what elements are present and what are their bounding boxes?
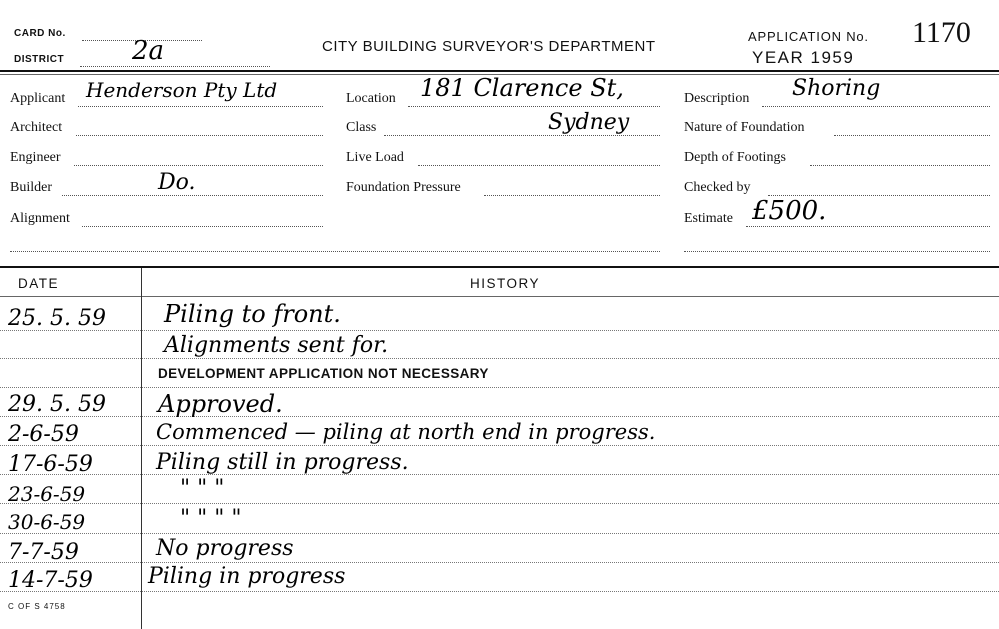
builder-label: Builder: [10, 180, 52, 195]
foundation-pressure-line: [484, 195, 660, 196]
entry-date: 7-7-59: [8, 540, 79, 565]
entry-date: 29. 5. 59: [8, 392, 106, 417]
location-line: [408, 106, 660, 107]
entry-text: Alignments sent for.: [164, 333, 389, 358]
entry-date: 17-6-59: [8, 452, 93, 477]
class-value: Sydney: [548, 110, 630, 135]
entry-text: Piling in progress: [148, 564, 346, 589]
entry-text: Piling to front.: [164, 300, 341, 328]
nature-of-foundation-label: Nature of Foundation: [684, 120, 805, 135]
class-line: [384, 135, 660, 136]
location-value: 181 Clarence St,: [420, 74, 624, 102]
history-line-2: [0, 358, 999, 359]
history-line-7: [0, 503, 999, 504]
entry-text: Piling still in progress.: [156, 450, 409, 475]
estimate-value: £500.: [752, 196, 827, 226]
entry-date: 2-6-59: [8, 422, 79, 447]
application-no-value: 1170: [912, 16, 971, 49]
alignment-label: Alignment: [10, 211, 70, 226]
entry-text: Commenced — piling at north end in progress.: [156, 420, 656, 444]
builder-line: [62, 195, 323, 196]
history-top-rule: [0, 266, 999, 268]
architect-line: [76, 135, 323, 136]
description-value: Shoring: [792, 76, 881, 101]
entry-text: " " ": [180, 476, 225, 501]
alignment-line: [82, 226, 323, 227]
date-column-header: DATE: [18, 276, 60, 291]
district-value: 2a: [132, 36, 165, 66]
development-stamp: DEVELOPMENT APPLICATION NOT NECESSARY: [158, 366, 489, 381]
history-line-10: [0, 591, 999, 592]
extra-line-1: [10, 251, 660, 252]
engineer-line: [74, 165, 323, 166]
form-code: C OF S 4758: [8, 602, 66, 611]
history-line-1: [0, 330, 999, 331]
header-rule: [0, 70, 999, 72]
date-column-divider: [141, 268, 142, 629]
entry-date: 30-6-59: [8, 510, 86, 534]
location-label: Location: [346, 91, 396, 106]
year-label: YEAR 1959: [752, 48, 855, 67]
description-line: [762, 106, 990, 107]
entry-text: No progress: [156, 536, 294, 561]
history-line-4: [0, 416, 999, 417]
class-label: Class: [346, 120, 377, 135]
entry-date: 25. 5. 59: [8, 306, 106, 331]
checked-by-label: Checked by: [684, 180, 751, 195]
estimate-label: Estimate: [684, 211, 733, 226]
applicant-label: Applicant: [10, 91, 66, 106]
entry-date: 23-6-59: [8, 482, 86, 506]
history-line-6: [0, 474, 999, 475]
entry-text: Approved.: [158, 390, 283, 418]
history-line-5: [0, 445, 999, 446]
district-label: DISTRICT: [14, 54, 65, 65]
card-no-label: CARD No.: [14, 28, 66, 39]
depth-of-footings-label: Depth of Footings: [684, 150, 786, 165]
history-line-9: [0, 562, 999, 563]
description-label: Description: [684, 91, 750, 106]
architect-label: Architect: [10, 120, 63, 135]
history-header-rule: [0, 296, 999, 297]
application-no-label: APPLICATION No.: [748, 29, 869, 44]
entry-date: 14-7-59: [8, 568, 93, 593]
applicant-line: [78, 106, 323, 107]
live-load-label: Live Load: [346, 150, 404, 165]
extra-line-2: [684, 251, 990, 252]
district-line: [80, 66, 270, 67]
history-line-3: [0, 387, 999, 388]
engineer-label: Engineer: [10, 150, 61, 165]
builder-value: Do.: [158, 170, 196, 195]
entry-text: " " " ": [180, 506, 242, 531]
history-line-8: [0, 533, 999, 534]
history-column-header: HISTORY: [470, 276, 541, 291]
department-title: CITY BUILDING SURVEYOR'S DEPARTMENT: [322, 38, 656, 55]
foundation-pressure-label: Foundation Pressure: [346, 180, 461, 195]
applicant-value: Henderson Pty Ltd: [86, 78, 278, 102]
live-load-line: [418, 165, 660, 166]
estimate-line: [746, 226, 990, 227]
depth-of-footings-line: [810, 165, 990, 166]
nature-of-foundation-line: [834, 135, 990, 136]
